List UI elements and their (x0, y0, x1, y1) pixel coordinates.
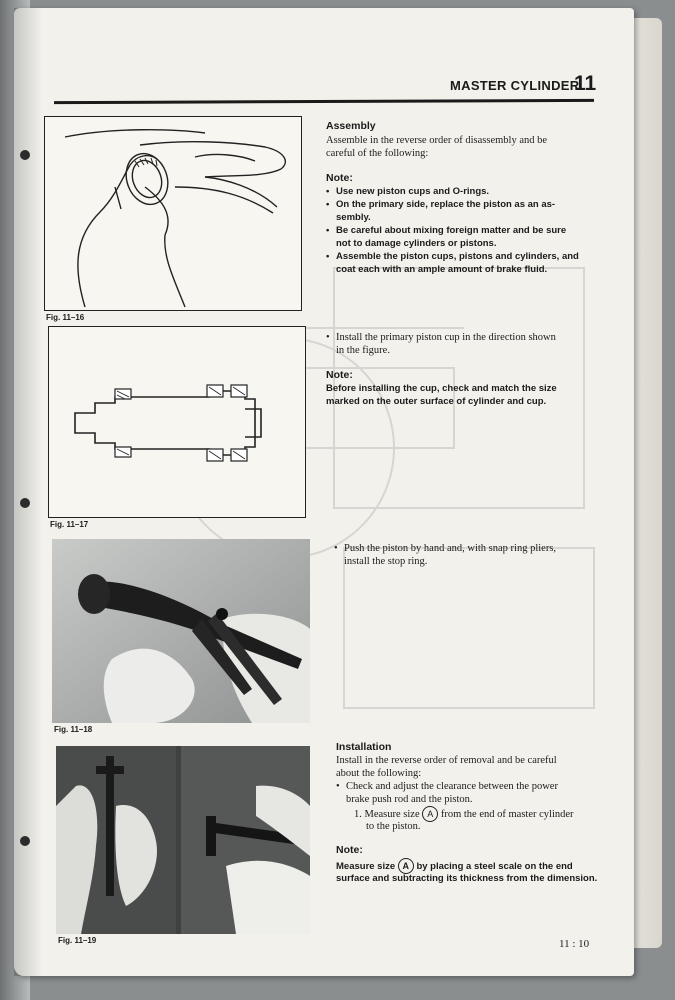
snap-ring-pliers-photo (52, 539, 310, 723)
cup-note-line1: Before installing the cup, check and match the size (326, 383, 557, 394)
installation-bullet: • Check and adjust the clearance between the power (336, 781, 558, 792)
installation-note-label: Note: (336, 844, 363, 856)
dimension-a-marker: A (398, 858, 414, 874)
binder-hole (20, 150, 30, 160)
header-rule (54, 99, 594, 104)
chapter-number: 11 (574, 72, 597, 95)
installation-note-line1: Measure size A by placing a steel scale on the end (336, 858, 573, 874)
assembly-bullet-cont: not to damage cylinders or pistons. (336, 238, 497, 249)
assembly-note-label: Note: (326, 172, 353, 184)
piston-cup-diagram (49, 327, 305, 517)
assembly-bullet: • Use new piston cups and O-rings. (326, 186, 490, 197)
manual-page (14, 8, 634, 976)
assembly-bullet: • Be careful about mixing foreign matter and be sure (326, 225, 567, 236)
caliper-measurement-photo (56, 746, 310, 934)
installation-line2: about the following: (336, 768, 422, 779)
installation-line1: Install in the reverse order of removal and be careful (336, 755, 557, 766)
page-number: 11 : 10 (559, 938, 590, 950)
assembly-bullet-cont: coat each with an ample amount of brake fluid. (336, 264, 548, 275)
installation-note-line2: surface and subtracting its thickness from the dimension. (336, 873, 598, 884)
figure-11-19-photo (56, 746, 310, 934)
figure-label: Fig. 11–16 (46, 313, 85, 322)
cup-step: • Install the primary piston cup in the direction shown (326, 332, 556, 343)
installation-heading: Installation (336, 741, 392, 753)
stop-ring-step: • Push the piston by hand and, with snap ring pliers, (334, 543, 557, 554)
stop-ring-step-cont: install the stop ring. (344, 556, 428, 567)
assembly-bullet: • On the primary side, replace the piston as an as- (326, 199, 556, 210)
figure-11-18-photo (52, 539, 310, 723)
assembly-bullet-cont: sembly. (336, 212, 371, 223)
figure-11-17 (48, 326, 306, 518)
assembly-bullet: • Assemble the piston cups, pistons and cylinders, and (326, 251, 579, 262)
figure-label: Fig. 11–19 (58, 936, 97, 945)
section-title: MASTER CYLINDER (450, 78, 580, 93)
binder-hole (20, 836, 30, 846)
figure-label: Fig. 11–17 (50, 520, 89, 529)
assembly-intro-line2: careful of the following: (326, 148, 429, 159)
figure-label: Fig. 11–18 (54, 725, 93, 734)
cup-note-label: Note: (326, 369, 353, 381)
assembly-heading: Assembly (326, 120, 376, 132)
assembly-intro-line1: Assemble in the reverse order of disassembly and be (326, 135, 548, 146)
cup-note-line2: marked on the outer surface of cylinder and cup. (326, 396, 547, 407)
hands-piston-drawing (45, 117, 301, 310)
figure-11-16 (44, 116, 302, 311)
installation-step-1: 1. Measure size A from the end of master cylinder (354, 806, 574, 822)
cup-step-cont: in the figure. (336, 345, 390, 356)
installation-step-1-cont: to the piston. (366, 821, 421, 832)
binder-hole (20, 498, 30, 508)
dimension-a-marker: A (422, 806, 438, 822)
installation-bullet-cont: brake push rod and the piston. (346, 794, 473, 805)
